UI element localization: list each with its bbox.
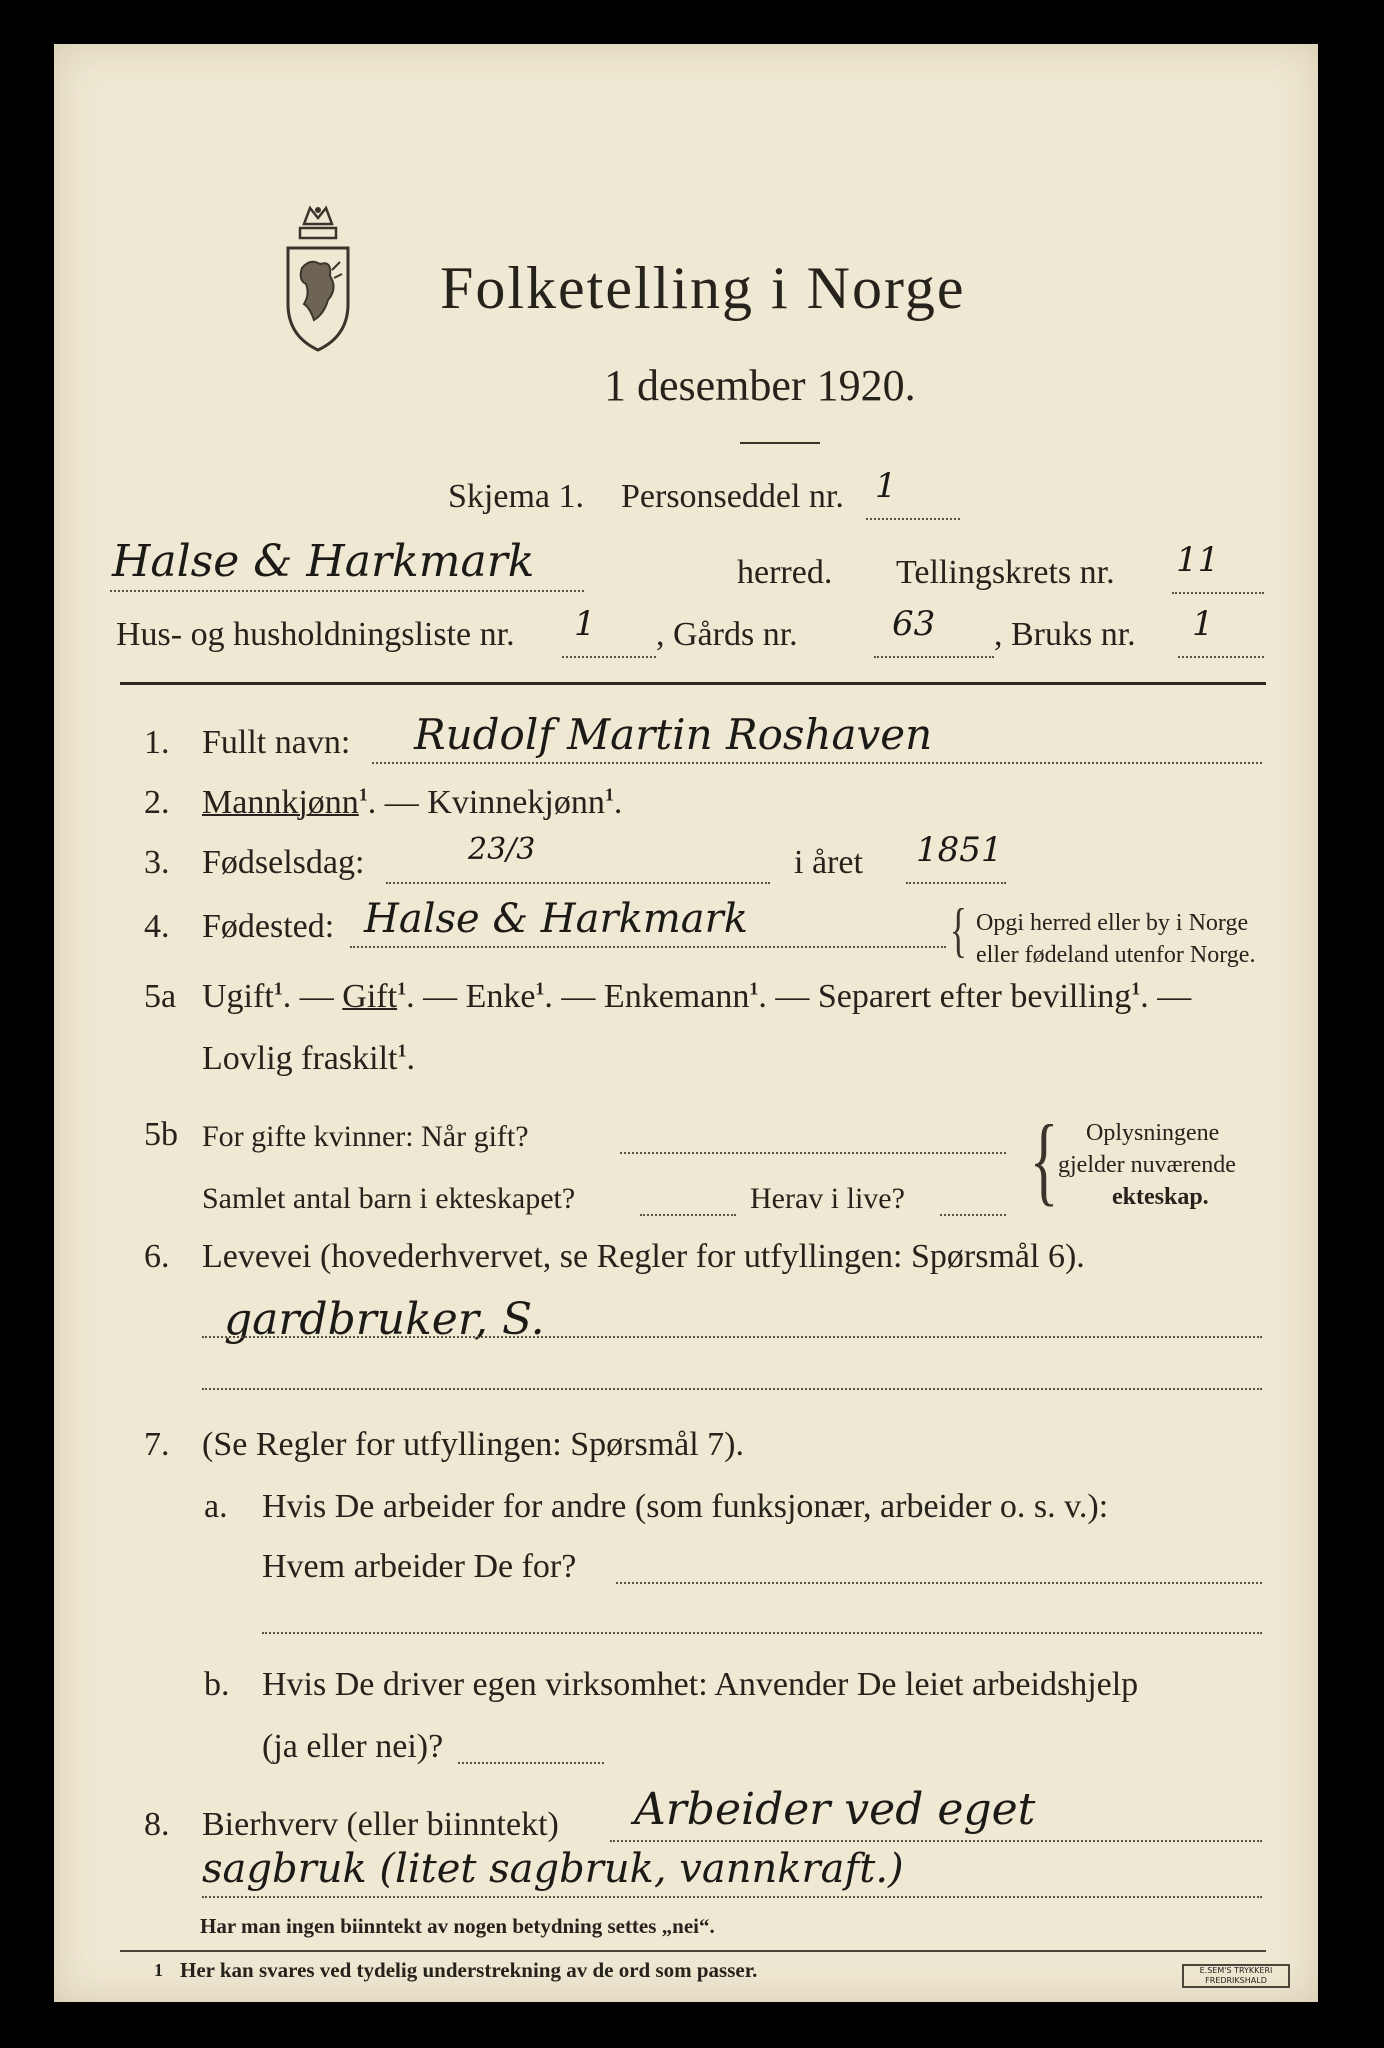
q5a-line1 xyxy=(202,978,1191,1016)
q5b-line2-a: Samlet antal barn i ekteskapet? xyxy=(202,1182,576,1215)
q8-value-line2: sagbruk (litet sagbruk, vannkraft.) xyxy=(202,1846,904,1892)
q5a-line2-end: . xyxy=(406,1040,415,1077)
title-divider xyxy=(740,442,820,444)
q6-number: 6. xyxy=(144,1238,170,1275)
q2-mann: Mannkjønn xyxy=(202,784,359,821)
census-date: 1 desember 1920. xyxy=(604,361,916,410)
q4-field-line xyxy=(350,946,946,948)
footnote-divider xyxy=(120,1950,1266,1952)
personseddel-label: Personseddel nr. xyxy=(621,478,844,515)
q5b-line2-b: Herav i live? xyxy=(750,1182,905,1215)
herred-label: herred. xyxy=(737,554,833,591)
census-form-page xyxy=(54,44,1318,2002)
personseddel-field-line xyxy=(866,518,960,520)
q6-field-line1 xyxy=(202,1336,1262,1338)
q5a-line2 xyxy=(202,1040,415,1078)
q1-label: Fullt navn: xyxy=(202,724,351,761)
q3-number: 3. xyxy=(144,844,170,881)
q2-end: . xyxy=(613,784,623,821)
q5b-gift-field-line xyxy=(620,1152,1006,1154)
gards-label: , Gårds nr. xyxy=(656,616,798,653)
header-divider xyxy=(120,682,1266,685)
q5a-fraskilt: Lovlig fraskilt xyxy=(202,1040,398,1077)
q2-footnote-mark: 1 xyxy=(358,784,368,805)
q2-kvinne: Kvinnekjønn xyxy=(427,784,605,821)
q1-number: 1. xyxy=(144,724,170,761)
hus-label: Hus- og husholdningsliste nr. xyxy=(116,616,515,653)
q1-value: Rudolf Martin Roshaven xyxy=(414,710,933,759)
q2-dash: . — xyxy=(367,784,428,821)
q5a-footnote-mark: 1 xyxy=(535,978,545,999)
q7a-line1: Hvis De arbeider for andre (som funksjonær, arbeider o. s. v.): xyxy=(262,1488,1109,1525)
coat-of-arms-icon xyxy=(280,204,356,354)
q5b-note2: gjelder nuværende xyxy=(1058,1152,1236,1178)
q5a-gift: Gift xyxy=(342,978,398,1015)
q5b-line1: For gifte kvinner: Når gift? xyxy=(202,1120,529,1153)
bruks-value: 1 xyxy=(1192,604,1214,644)
footnote-text: Her kan svares ved tydelig understrekning av de ord som passer. xyxy=(180,1958,758,1982)
tellingskrets-value: 11 xyxy=(1176,540,1220,580)
skjema-label: Skjema 1. xyxy=(448,478,584,515)
q5a-footnote-mark: 1 xyxy=(397,1040,407,1061)
bruks-field-line xyxy=(1178,656,1264,658)
q6-label: Levevei (hovederhvervet, se Regler for utfyllingen: Spørsmål 6). xyxy=(202,1238,1085,1275)
q8-label: Bierhverv (eller biinntekt) xyxy=(202,1806,559,1843)
q1-field-line xyxy=(372,762,1262,764)
tellingskrets-field-line xyxy=(1172,592,1264,594)
gards-field-line xyxy=(874,656,994,658)
q8-note: Har man ingen biinntekt av nogen betydning settes „nei“. xyxy=(200,1914,715,1938)
q4-label: Fødested: xyxy=(202,908,335,945)
q4-note-line1: Opgi herred eller by i Norge xyxy=(976,910,1249,936)
q3-aret-label: i året xyxy=(794,844,863,881)
q2-line xyxy=(202,784,622,822)
bruks-label: , Bruks nr. xyxy=(994,616,1136,653)
q8-field-line2 xyxy=(202,1896,1262,1898)
q4-brace: { xyxy=(949,897,968,963)
q5b-note1: Oplysningene xyxy=(1086,1120,1220,1146)
form-title: Folketelling i Norge xyxy=(440,255,966,321)
printer-stamp: E.SEM'S TRYKKERI FREDRIKSHALD xyxy=(1182,1964,1290,1988)
q3-label: Fødselsdag: xyxy=(202,844,365,881)
tellingskrets-label: Tellingskrets nr. xyxy=(896,554,1115,591)
q5a-footnote-mark: 1 xyxy=(273,978,283,999)
q4-value: Halse & Harkmark xyxy=(364,896,748,942)
q3-aret-field-line xyxy=(906,882,1006,884)
q5b-barn-field-line xyxy=(640,1214,736,1216)
q4-number: 4. xyxy=(144,908,170,945)
q8-field-line1 xyxy=(610,1840,1262,1842)
q5a-end: . — xyxy=(1140,978,1192,1015)
q6-value: gardbruker, S. xyxy=(224,1294,545,1345)
q3-aret-value: 1851 xyxy=(916,830,1003,870)
q2-footnote-mark: 1 xyxy=(604,784,614,805)
q7a-field-line1 xyxy=(616,1582,1262,1584)
q7b-line1: Hvis De driver egen virksomhet: Anvender De leiet arbeidshjelp xyxy=(262,1666,1139,1703)
q5a-dash: . — xyxy=(282,978,343,1015)
footnote-mark: 1 xyxy=(154,1960,163,1980)
q5a-number: 5a xyxy=(144,978,177,1015)
hus-field-line xyxy=(562,656,656,658)
q5a-enke: . — Enke xyxy=(406,978,536,1015)
q5b-number: 5b xyxy=(144,1116,178,1153)
q3-day-value: 23/3 xyxy=(468,832,536,867)
gards-value: 63 xyxy=(892,604,936,644)
q5a-footnote-mark: 1 xyxy=(749,978,759,999)
q5b-live-field-line xyxy=(940,1214,1006,1216)
q7-label: (Se Regler for utfyllingen: Spørsmål 7). xyxy=(202,1426,745,1463)
q2-number: 2. xyxy=(144,784,170,821)
herred-field-line xyxy=(110,590,584,592)
q5b-note3: ekteskap. xyxy=(1112,1184,1209,1210)
q7a-number: a. xyxy=(204,1488,228,1525)
q7b-number: b. xyxy=(204,1666,230,1703)
q7a-field-line2 xyxy=(262,1632,1262,1634)
hus-value: 1 xyxy=(574,604,596,644)
q5b-brace: { xyxy=(1029,1104,1059,1215)
q7-number: 7. xyxy=(144,1426,170,1463)
q5a-footnote-mark: 1 xyxy=(397,978,407,999)
personseddel-value: 1 xyxy=(875,466,897,506)
q5a-separert: . — Separert efter bevilling xyxy=(758,978,1132,1015)
q3-day-field-line xyxy=(386,882,770,884)
q7b-field-line xyxy=(458,1762,604,1764)
herred-value: Halse & Harkmark xyxy=(112,536,535,587)
q6-field-line2 xyxy=(202,1388,1262,1390)
q7a-line2: Hvem arbeider De for? xyxy=(262,1548,577,1585)
q8-number: 8. xyxy=(144,1806,170,1843)
q8-value-line1: Arbeider ved eget xyxy=(634,1784,1036,1835)
q5a-footnote-mark: 1 xyxy=(1131,978,1141,999)
q5a-ugift: Ugift xyxy=(202,978,274,1015)
q4-note-line2: eller fødeland utenfor Norge. xyxy=(976,942,1256,968)
q7b-line2: (ja eller nei)? xyxy=(262,1728,444,1765)
q5a-enkemann: . — Enkemann xyxy=(544,978,750,1015)
